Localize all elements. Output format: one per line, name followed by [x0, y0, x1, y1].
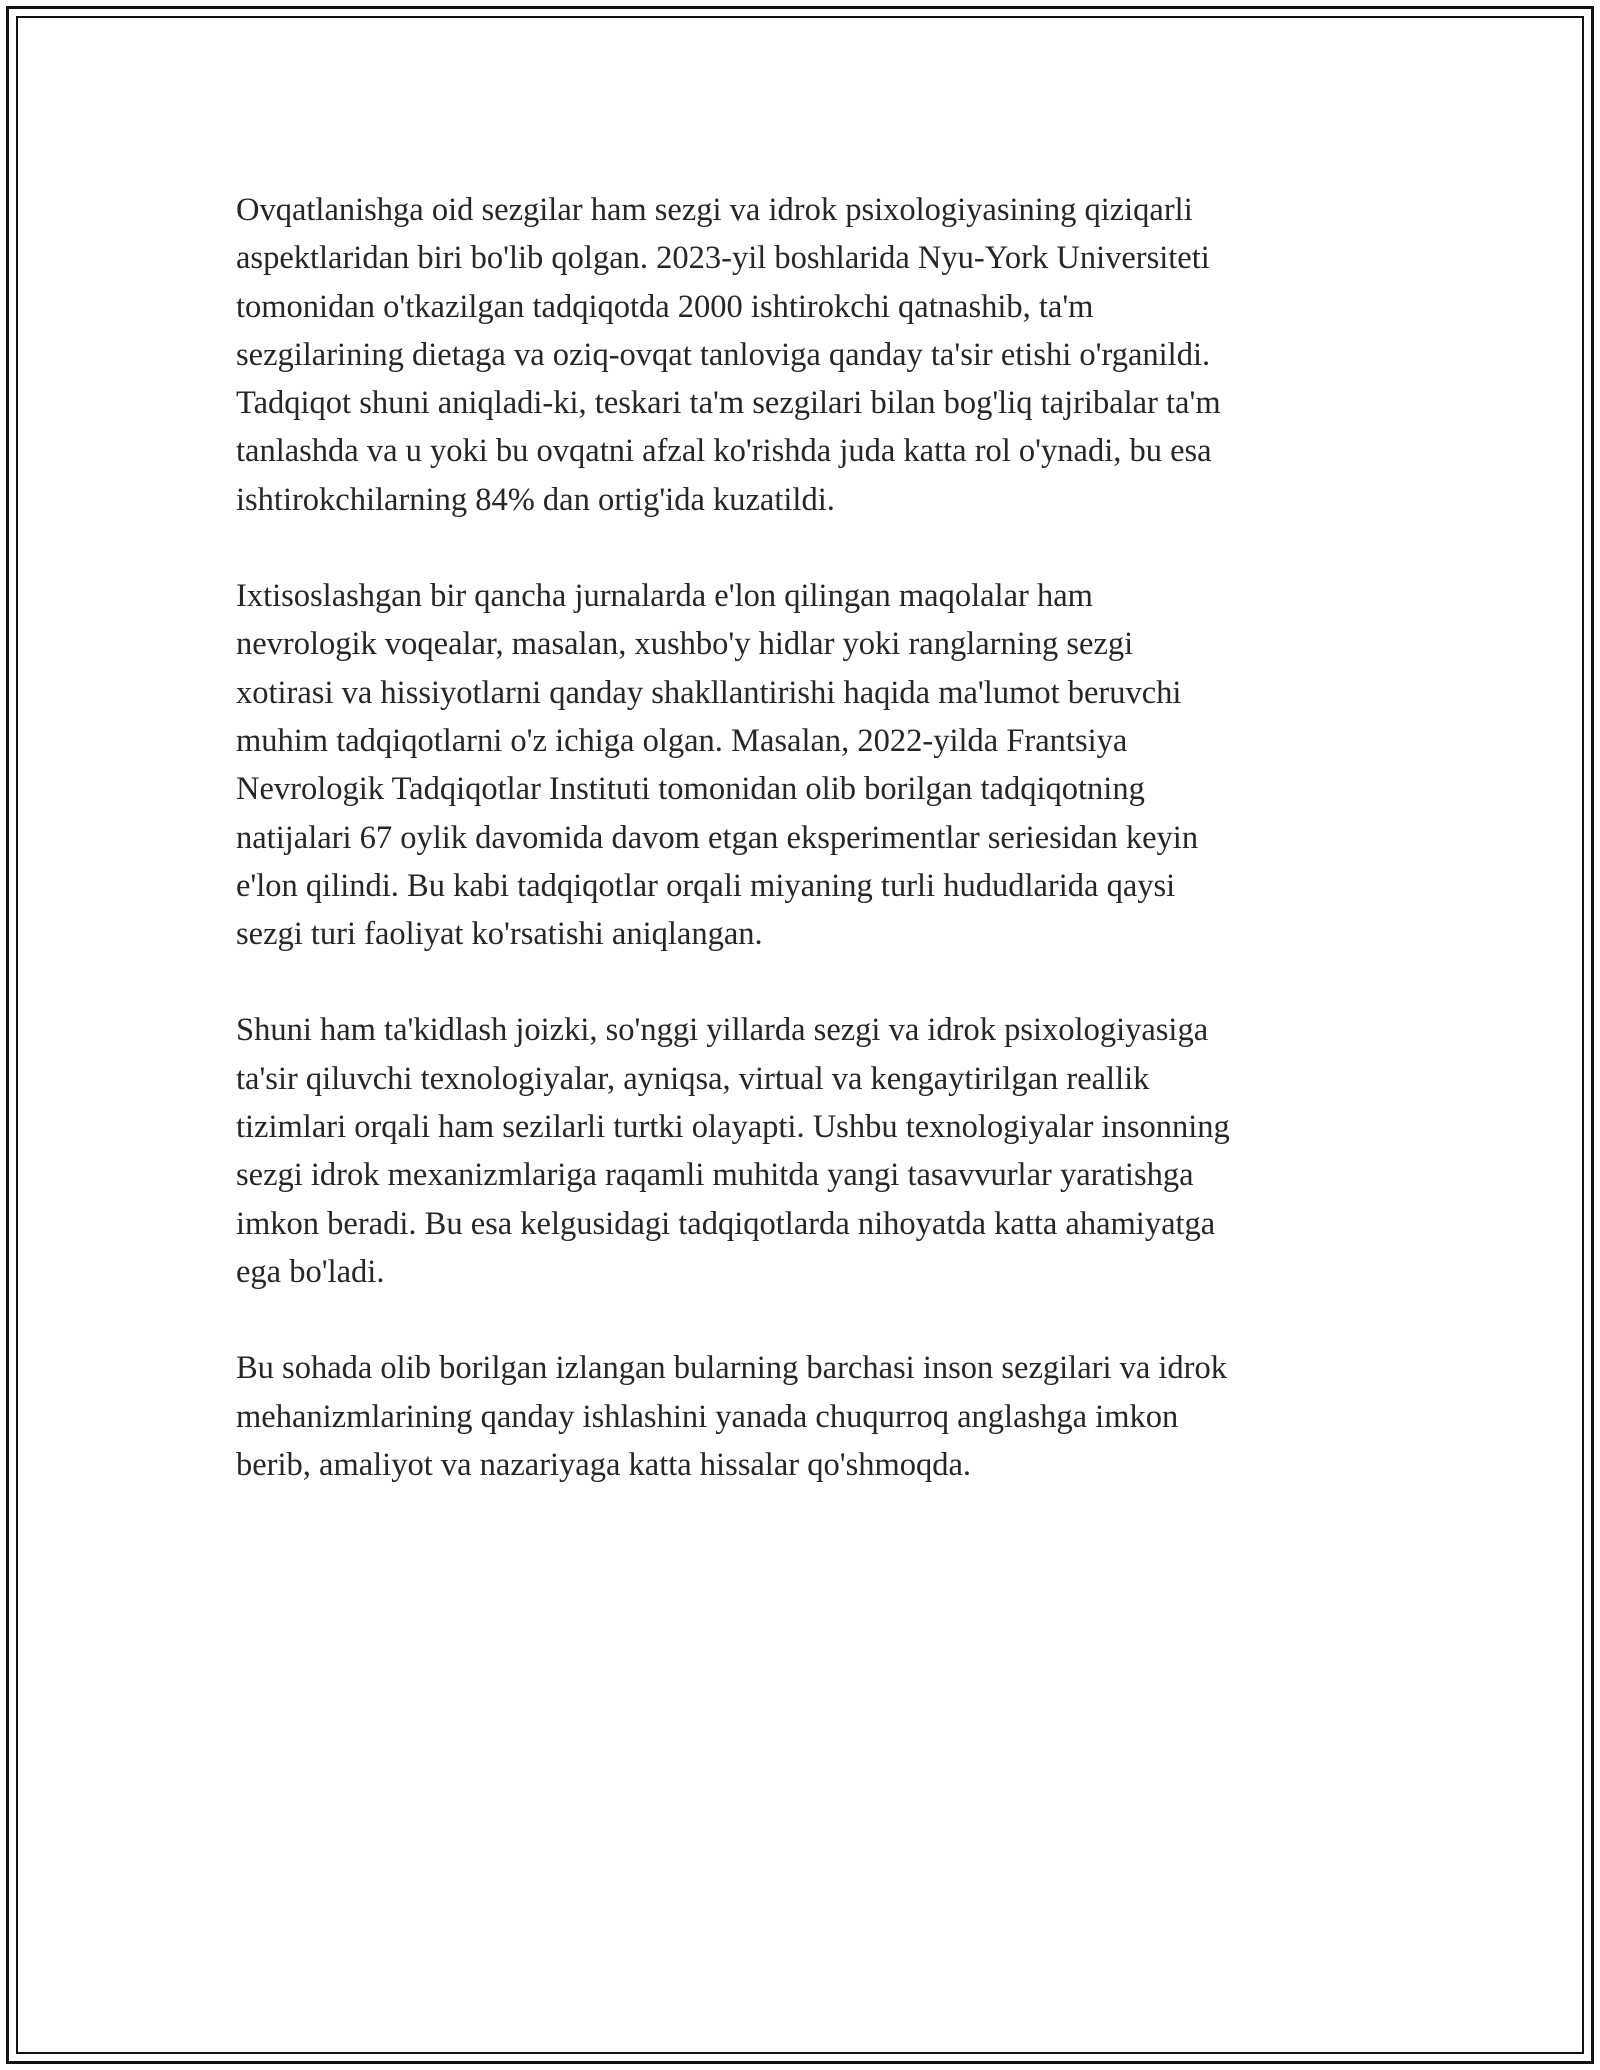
- text-line: berib, amaliyot va nazariyaga katta hissalar qo'shmoqda.: [236, 1446, 972, 1483]
- text-line: natijalari 67 oylik davomida davom etgan eksperimentlar seriesidan keyin: [236, 819, 1199, 856]
- text-line: sezgi idrok mexanizmlariga raqamli muhitda yangi tasavvurlar yaratishga: [236, 1157, 1194, 1194]
- text-line: sezgi turi faoliyat ko'rsatishi aniqlangan.: [236, 916, 763, 953]
- text-line: ta'sir qiluvchi texnologiyalar, ayniqsa, virtual va kengaytirilgan reallik: [236, 1060, 1150, 1097]
- text-line: muhim tadqiqotlarni o'z ichiga olgan. Masalan, 2022-yilda Frantsiya: [236, 722, 1128, 759]
- text-line: tanlashda va u yoki bu ovqatni afzal ko'rishda juda katta rol o'ynadi, bu esa: [236, 433, 1212, 470]
- paragraph-4: [236, 1344, 1376, 1489]
- text-line: Nevrologik Tadqiqotlar Instituti tomonidan olib borilgan tadqiqotning: [236, 771, 1145, 808]
- text-line: Bu sohada olib borilgan izlangan bularning barchasi inson sezgilari va idrok: [236, 1350, 1227, 1387]
- text-line: imkon beradi. Bu esa kelgusidagi tadqiqotlarda nihoyatda katta ahamiyatga: [236, 1205, 1216, 1242]
- text-line: ishtirokchilarning 84% dan ortig'ida kuzatildi.: [236, 481, 835, 518]
- text-line: ega bo'ladi.: [236, 1253, 385, 1290]
- paragraph-1: [236, 186, 1376, 524]
- text-line: Ovqatlanishga oid sezgilar ham sezgi va idrok psixologiyasining qiziqarli: [236, 192, 1193, 228]
- text-line: mehanizmlarining qanday ishlashini yanada chuqurroq anglashga imkon: [236, 1398, 1179, 1435]
- text-line: xotirasi va hissiyotlarni qanday shakllantirishi haqida ma'lumot beruvchi: [236, 674, 1182, 711]
- paragraph-3: [236, 1006, 1376, 1296]
- text-line: aspektlaridan biri bo'lib qolgan. 2023-yil boshlarida Nyu-York Universiteti: [236, 240, 1210, 277]
- text-line: Ixtisoslashgan bir qancha jurnalarda e'lon qilingan maqolalar ham: [236, 578, 1093, 615]
- document-body: [236, 186, 1376, 1537]
- text-line: tizimlari orqali ham sezilarli turtki olayapti. Ushbu texnologiyalar insonning: [236, 1109, 1230, 1146]
- paragraph-2: [236, 572, 1376, 958]
- text-line: Tadqiqot shuni aniqladi-ki, teskari ta'm sezgilari bilan bog'liq tajribalar ta'm: [236, 385, 1221, 422]
- text-line: e'lon qilindi. Bu kabi tadqiqotlar orqali miyaning turli hududlarida qaysi: [236, 867, 1176, 904]
- text-line: nevrologik voqealar, masalan, xushbo'y hidlar yoki ranglarning sezgi: [236, 626, 1134, 663]
- text-line: tomonidan o'tkazilgan tadqiqotda 2000 ishtirokchi qatnashib, ta'm: [236, 288, 1094, 325]
- text-line: Shuni ham ta'kidlash joizki, so'nggi yillarda sezgi va idrok psixologiyasiga: [236, 1012, 1209, 1049]
- text-line: sezgilarining dietaga va oziq-ovqat tanloviga qanday ta'sir etishi o'rganildi.: [236, 336, 1211, 373]
